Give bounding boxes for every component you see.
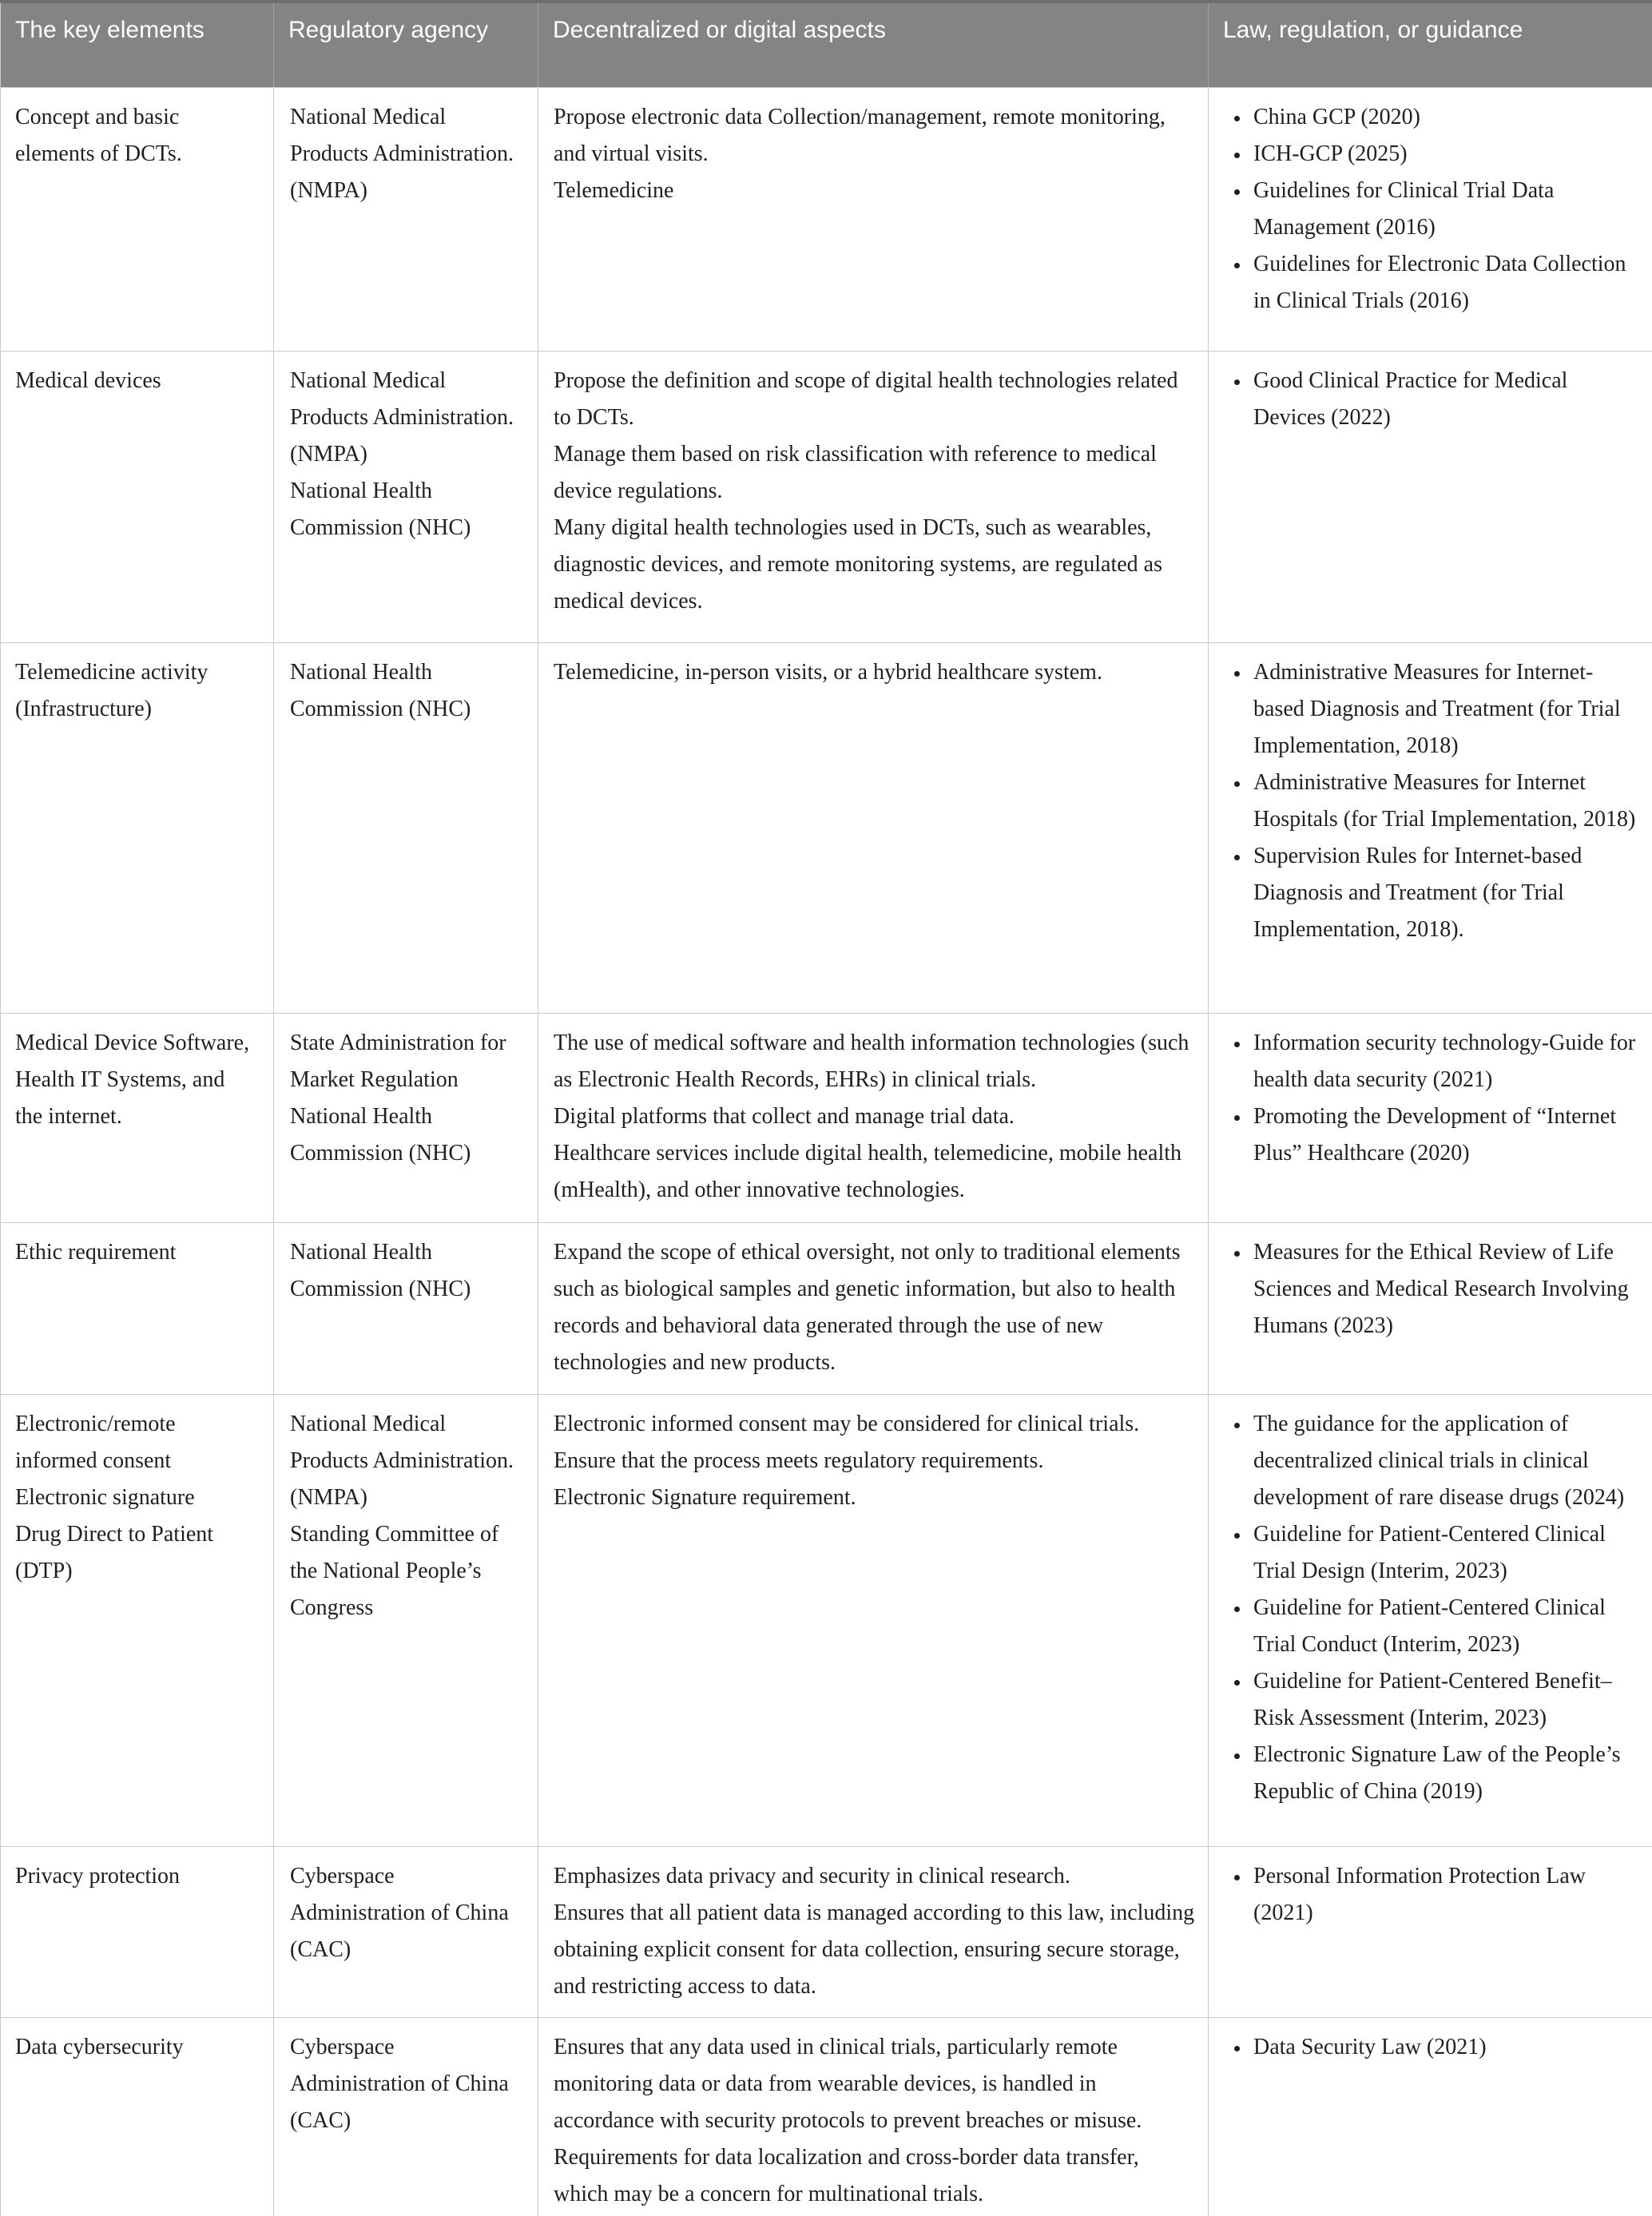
law-bullet-list (1209, 1406, 1642, 1810)
aspect-line: Ensures that all patient data is managed according to this law, including obtaining explicit consent for data collection, ensuring secure storage, and restricting access to data. (554, 1900, 1195, 1999)
cell-digital-aspects (538, 1222, 1209, 1394)
law-item: • ICH-GCP (2025) (1250, 136, 1642, 173)
cell-regulatory-agency (274, 1013, 538, 1222)
cell-key-elements (1, 1846, 274, 2017)
key-element-line: Concept and basic elements of DCTs. (15, 104, 182, 166)
key-element-line: Data cybersecurity (15, 2034, 184, 2059)
cell-law-guidance (1209, 1013, 1652, 1222)
aspect-line: Many digital health technologies used in DCTs, such as wearables, diagnostic devices, and remote monitoring systems, are regulated as medical devices. (554, 514, 1163, 614)
table-header-row (1, 2, 1652, 87)
law-item: • Guidelines for Electronic Data Collection in Clinical Trials (2016) (1250, 246, 1642, 320)
agency-line: National Health Commission (NHC) (290, 1103, 471, 1166)
agency-line: National Medical Products Administration. (NMPA) (290, 367, 514, 467)
cell-law-guidance (1209, 1846, 1652, 2017)
cell-key-elements (1, 2017, 274, 2216)
key-element-line: Drug Direct to Patient (DTP) (15, 1521, 214, 1583)
law-bullet-list (1209, 1234, 1642, 1344)
cell-key-elements (1, 1013, 274, 1222)
aspect-line: Electronic informed consent may be considered for clinical trials. (554, 1411, 1140, 1436)
law-item: • Guideline for Patient-Centered Clinical Trial Design (Interim, 2023) (1250, 1516, 1642, 1590)
cell-key-elements (1, 87, 274, 351)
header-cell-law-guidance: Law, regulation, or guidance (1209, 2, 1652, 87)
cell-key-elements (1, 1394, 274, 1846)
cell-law-guidance (1209, 1394, 1652, 1846)
aspect-line: Ensure that the process meets regulatory requirements. (554, 1448, 1044, 1473)
aspect-line: Healthcare services include digital health, telemedicine, mobile health (mHealth), and other innovative technologies. (554, 1140, 1182, 1202)
aspect-line: Ensures that any data used in clinical trials, particularly remote monitoring data or data from wearable devices, is handled in accordance with security protocols to prevent breaches or misuse. (554, 2034, 1142, 2133)
key-element-line: Electronic/remote informed consent (15, 1411, 176, 1473)
law-item: • The guidance for the application of decentralized clinical trials in clinical development of rare disease drugs (2024) (1250, 1406, 1642, 1516)
agency-line: Standing Committee of the National People’s Congress (290, 1521, 499, 1620)
law-item: • Data Security Law (2021) (1250, 2029, 1642, 2066)
header-cell-regulatory-agency: Regulatory agency (274, 2, 538, 87)
law-bullet-list (1209, 2029, 1642, 2066)
table-row (1, 642, 1652, 1013)
aspect-line: Telemedicine (554, 177, 674, 203)
aspect-line: Electronic Signature requirement. (554, 1484, 856, 1510)
aspect-line: Propose electronic data Collection/management, remote monitoring, and virtual visits. (554, 104, 1166, 166)
law-item: • Administrative Measures for Internet Hospitals (for Trial Implementation, 2018) (1250, 764, 1642, 838)
cell-law-guidance (1209, 1222, 1652, 1394)
cell-regulatory-agency (274, 87, 538, 351)
table-row (1, 1013, 1652, 1222)
aspect-line: Propose the definition and scope of digital health technologies related to DCTs. (554, 367, 1178, 430)
cell-digital-aspects (538, 1394, 1209, 1846)
cell-law-guidance (1209, 351, 1652, 642)
law-item: • Good Clinical Practice for Medical Devices (2022) (1250, 363, 1642, 436)
cell-law-guidance (1209, 2017, 1652, 2216)
cell-regulatory-agency (274, 1846, 538, 2017)
law-bullet-list (1209, 99, 1642, 320)
header-cell-key-elements: The key elements (1, 2, 274, 87)
law-item: • Personal Information Protection Law (2021) (1250, 1858, 1642, 1932)
aspect-line: Manage them based on risk classification with reference to medical device regulations. (554, 441, 1157, 503)
aspect-line: Requirements for data localization and cross-border data transfer, which may be a concern for multinational trials. (554, 2144, 1139, 2206)
table-row (1, 1222, 1652, 1394)
cell-digital-aspects (538, 351, 1209, 642)
agency-line: Cyberspace Administration of China (CAC) (290, 2034, 509, 2133)
agency-line: National Health Commission (NHC) (290, 1239, 471, 1301)
cell-key-elements (1, 1222, 274, 1394)
key-element-line: Medical devices (15, 367, 161, 393)
aspect-line: The use of medical software and health information technologies (such as Electronic Health Records, EHRs) in clinical trials. (554, 1030, 1189, 1092)
table-row (1, 1846, 1652, 2017)
law-item: • Measures for the Ethical Review of Life Sciences and Medical Research Involving Humans (2023) (1250, 1234, 1642, 1344)
agency-line: National Health Commission (NHC) (290, 478, 471, 540)
law-item: • Electronic Signature Law of the People’s Republic of China (2019) (1250, 1737, 1642, 1810)
law-item: • Guideline for Patient-Centered Benefit–Risk Assessment (Interim, 2023) (1250, 1663, 1642, 1737)
cell-key-elements (1, 351, 274, 642)
law-bullet-list (1209, 1858, 1642, 1932)
key-element-line: Ethic requirement (15, 1239, 177, 1265)
table-row (1, 1394, 1652, 1846)
cell-digital-aspects (538, 87, 1209, 351)
header-cell-digital-aspects: Decentralized or digital aspects (538, 2, 1209, 87)
cell-digital-aspects (538, 2017, 1209, 2216)
agency-line: National Medical Products Administration. (NMPA) (290, 104, 514, 203)
cell-regulatory-agency (274, 351, 538, 642)
aspect-line: Expand the scope of ethical oversight, not only to traditional elements such as biological samples and genetic information, but also to health records and behavioral data generated through the use of new technologies and new products. (554, 1239, 1181, 1375)
key-element-line: Telemedicine activity (Infrastructure) (15, 659, 208, 721)
cell-regulatory-agency (274, 1222, 538, 1394)
agency-line: Cyberspace Administration of China (CAC) (290, 1863, 509, 1962)
cell-law-guidance (1209, 642, 1652, 1013)
aspect-line: Telemedicine, in-person visits, or a hybrid healthcare system. (554, 659, 1102, 685)
table-row (1, 2017, 1652, 2216)
table-row (1, 351, 1652, 642)
cell-key-elements (1, 642, 274, 1013)
key-element-line: Medical Device Software, Health IT Systems, and the internet. (15, 1030, 250, 1129)
law-bullet-list (1209, 1025, 1642, 1172)
cell-regulatory-agency (274, 1394, 538, 1846)
agency-line: National Health Commission (NHC) (290, 659, 471, 721)
law-item: • Information security technology-Guide for health data security (2021) (1250, 1025, 1642, 1098)
law-item: • China GCP (2020) (1250, 99, 1642, 136)
table-row (1, 87, 1652, 351)
aspect-line: Emphasizes data privacy and security in clinical research. (554, 1863, 1070, 1888)
key-element-line: Electronic signature (15, 1484, 195, 1510)
law-item: • Promoting the Development of “Internet Plus” Healthcare (2020) (1250, 1098, 1642, 1172)
cell-digital-aspects (538, 1846, 1209, 2017)
law-item: • Supervision Rules for Internet-based Diagnosis and Treatment (for Trial Implementation, 2018). (1250, 838, 1642, 948)
aspect-line: Digital platforms that collect and manage trial data. (554, 1103, 1015, 1129)
cell-digital-aspects (538, 642, 1209, 1013)
key-element-line: Privacy protection (15, 1863, 181, 1888)
cell-digital-aspects (538, 1013, 1209, 1222)
law-bullet-list (1209, 363, 1642, 436)
agency-line: National Medical Products Administration. (NMPA) (290, 1411, 514, 1510)
cell-regulatory-agency (274, 2017, 538, 2216)
cell-law-guidance (1209, 87, 1652, 351)
law-bullet-list (1209, 654, 1642, 948)
cell-regulatory-agency (274, 642, 538, 1013)
law-item: • Guideline for Patient-Centered Clinical Trial Conduct (Interim, 2023) (1250, 1590, 1642, 1663)
agency-line: State Administration for Market Regulation (290, 1030, 506, 1092)
law-item: • Administrative Measures for Internet-based Diagnosis and Treatment (for Trial Implementation, 2018) (1250, 654, 1642, 764)
law-item: • Guidelines for Clinical Trial Data Management (2016) (1250, 173, 1642, 246)
